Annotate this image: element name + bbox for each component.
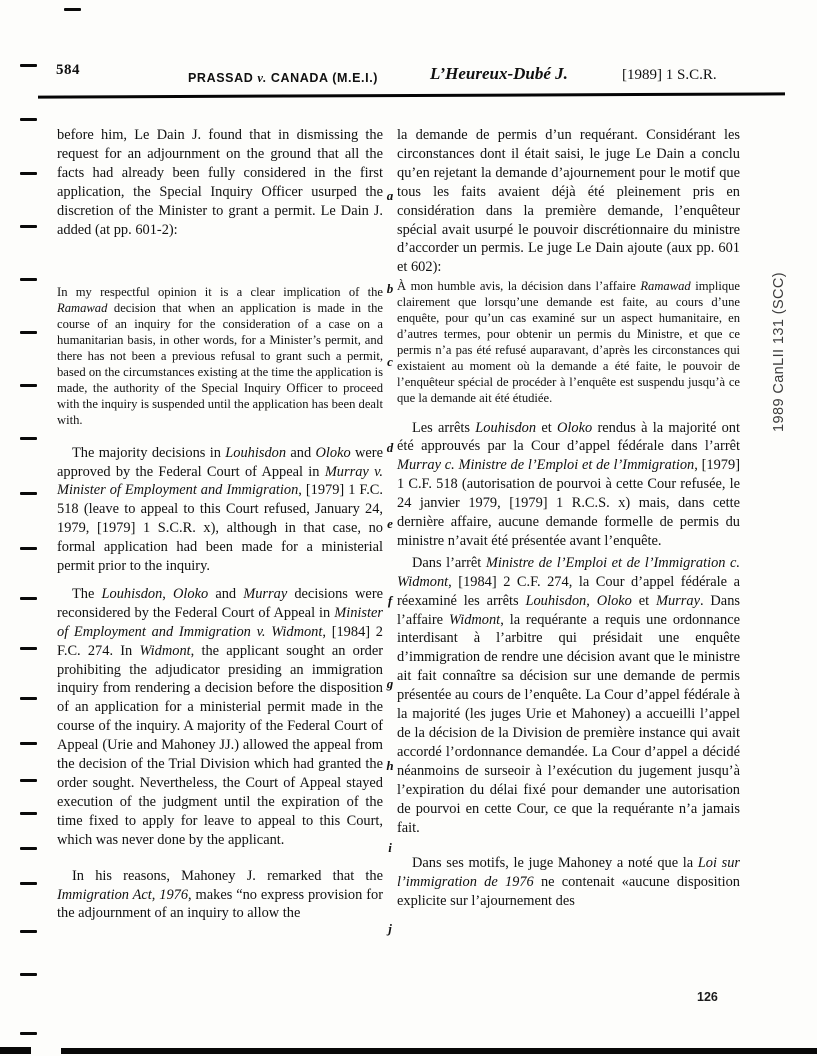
text-run: , makes “no express provision for the adjournment of an inquiry to allow the (57, 886, 383, 922)
text-run: et (631, 592, 656, 609)
english-paragraph-majority-decisions (57, 444, 383, 576)
french-paragraph-widmont (397, 554, 740, 838)
bottom-scan-bar (61, 1048, 817, 1054)
header-rule (38, 92, 785, 98)
text-run: Dans ses motifs, le juge Mahoney a noté que la (412, 855, 698, 872)
text-run: et (536, 419, 557, 436)
text-run: , (162, 585, 174, 602)
text-run: , [1979] 1 C.F. 518 (autorisation de pourvoi à cette Cour refusée, le 24 janvier 1979, [1979] 1 R.C.S. x) mais, dans cette dernière affaire, aucune demande formelle de permis du ministre n’avait été présentée avant l’enquête. (397, 457, 740, 549)
text-run: À mon humble avis, la décision dans l’affaire (397, 279, 641, 294)
text-run: Oloko (315, 444, 351, 461)
text-run: Murray (655, 592, 700, 609)
french-column (397, 126, 740, 911)
margin-tick (20, 384, 37, 387)
text-run: Murray c. Ministre de l’Emploi et de l’Immigration (397, 457, 695, 474)
text-run: ne contenait «aucune disposition explicite sur l’ajournement des (397, 874, 740, 910)
margin-letter-c: c (387, 354, 393, 369)
margin-letter-f: f (387, 593, 393, 608)
text-run: , [1979] 1 F.C. 518 (leave to appeal to this Court refused, January 24, 1979, [1979] 1 S.C.R. x), although in that case, no formal application had been made for a ministerial permit prior to the inquiry. (57, 482, 383, 575)
margin-tick (20, 647, 37, 650)
text-run: The majority decisions in (72, 444, 226, 461)
text-run: Dans l’arrêt (412, 554, 486, 571)
text-run: The (72, 585, 102, 602)
text-run: Ministre de l’Emploi et de l’Immigration c. Widmont (397, 554, 740, 590)
margin-tick (64, 8, 81, 11)
text-run: . Dans l’affaire (397, 592, 740, 628)
text-run: Oloko (596, 592, 632, 609)
margin-tick (20, 882, 37, 885)
margin-tick (20, 118, 37, 121)
margin-tick (20, 812, 37, 815)
french-paragraph-mahoney (397, 854, 740, 911)
margin-letter-b: b (386, 281, 394, 296)
text-run: and (286, 444, 316, 461)
text-run: , [1984] 2 F.C. 274. In (57, 623, 383, 659)
margin-letter-a: a (386, 188, 394, 203)
text-run: v. (257, 71, 267, 85)
text-run: Ramawad (57, 301, 108, 316)
text-run: Widmont (139, 642, 191, 659)
margin-tick (20, 697, 37, 700)
text-run: Louhisdon (101, 585, 163, 602)
text-run: Minister of Employment and Immigration v. Widmont (57, 604, 383, 640)
text-run: , la requérante a requis une ordonnance interdisant à l’arbitre qui présidait une enquête d’immigration de rendre une décision avant que le ministre ait fait connaître sa décision sur une demande de permis présentée au cours de l’enquête. La Cour d’appel fédérale à la majorité (les juges Urie et Mahoney) a accueilli l’appel de la décision de la Division de première instance qui avait accordé l’ordonnance demandée. La Cour d’appel a décidé néanmoins de surseoir à l’exécution du jugement jusqu’à l’expiration du délai fixé pour demander une autorisation de pourvoi en cette Cour, ce que la requérante n’a jamais fait. (397, 611, 740, 836)
text-run: Louhisdon (475, 419, 537, 436)
margin-letter-g: g (386, 676, 394, 691)
text-run: Les arrêts (412, 419, 476, 436)
text-run: CANADA (M.E.I.) (266, 71, 379, 85)
margin-tick (20, 1032, 37, 1035)
margin-tick (20, 779, 37, 782)
margin-letter-i: i (388, 840, 392, 855)
text-run: and (208, 585, 244, 602)
text-run: , [1984] 2 C.F. 274, la Cour d’appel fédérale a réexaminé les arrêts (397, 573, 740, 609)
text-run: la demande de permis d’un requérant. Considérant les circonstances dont il était saisi, le juge Le Dain a conclu qu’en rejetant la demande d’ajournement pour le motif que tous les faits avaient déjà été pleinement pris en considération dans la première demande, l’enquêteur spécial avait usurpé le pouvoir discrétionnaire du ministre d’accorder un permis. Le juge Le Dain ajoute (aux pp. 601 et 602): (397, 127, 740, 276)
margin-tick (20, 930, 37, 933)
margin-tick (20, 331, 37, 334)
margin-tick (20, 225, 37, 228)
margin-tick (20, 172, 37, 175)
text-run: Oloko (557, 419, 593, 436)
text-run: were approved by the Federal Court of Appeal in (57, 444, 383, 480)
text-run: In my respectful opinion it is a clear implication of the (57, 285, 383, 300)
canlii-citation-vertical: 1989 CanLII 131 (SCC) (771, 272, 787, 432)
text-run: Murray (243, 585, 288, 602)
margin-tick (20, 492, 37, 495)
english-paragraph-widmont (57, 585, 383, 850)
text-run: implique clairement que lorsqu’une demande est faite, au cours d’une enquête, pour qu’un cas examiné sur un aspect humanitaire, en d’autres termes, pour obtenir un permis du Ministre, et que ce permis n’a pas été refusé auparavant, d’après les circonstances qui existaient au moment où la demande a été faite, le pouvoir de l’enquêteur spécial de procéder à l’enquête est suspendu jusqu’à ce que la demande ait été étudiée. (397, 279, 740, 405)
text-run: PRASSAD (188, 71, 258, 85)
header-reporter-citation: [1989] 1 S.C.R. (622, 67, 717, 83)
text-run: Oloko (173, 585, 209, 602)
margin-letter-j: j (388, 921, 392, 936)
text-run: , the applicant sought an order prohibiting the adjudicator presiding an immigration inquiry from rendering a decision before the disposition of an application for a ministerial permit made in the course of the inquiry. A majority of the Federal Court of Appeal (Urie and Mahoney JJ.) allowed the appeal from the decision of the Trial Division which had granted the order sought. Nevertheless, the Court of Appeal stayed execution of the judgment until the expiration of the time fixed to apply for leave to appeal to this Court, which was never done by the applicant. (57, 642, 384, 848)
margin-letter-h: h (386, 758, 394, 773)
english-block-quote (57, 285, 383, 428)
text-run: Immigration Act, 1976 (57, 886, 189, 903)
text-run: rendus à la majorité ont été approuvés par la Cour d’appel fédérale dans l’arrêt (397, 419, 740, 455)
english-column (57, 126, 383, 923)
french-paragraph-les-arrets (397, 419, 740, 551)
text-run: Louhisdon (225, 444, 287, 461)
text-run: before him, Le Dain J. found that in dismissing the request for an adjournment on the ground that all the facts had already been fully considered in the first application, the Special Inquiry Officer usurped the discretion of the Minister to grant a permit. Le Dain J. added (at pp. 601-2): (57, 127, 383, 238)
english-paragraph-continuation (57, 126, 383, 239)
french-block-quote (397, 279, 740, 406)
text-run: Ramawad (640, 279, 691, 294)
text-run: decisions were reconsidered by the Federal Court of Appeal in (57, 585, 383, 621)
margin-tick (20, 64, 37, 67)
margin-letter-e: e (387, 516, 393, 531)
margin-letter-d: d (386, 440, 394, 455)
margin-tick (20, 547, 37, 550)
header-judge-name: L’Heureux-Dubé J. (430, 64, 568, 83)
footer-page-number: 126 (697, 990, 718, 1004)
margin-tick (20, 597, 37, 600)
bottom-scan-bar-stub (0, 1047, 31, 1054)
text-run: Louhisdon (525, 592, 587, 609)
text-run: Widmont (449, 611, 501, 628)
margin-tick (20, 973, 37, 976)
header-case-title (188, 71, 378, 86)
margin-tick (20, 437, 37, 440)
text-run: Murray v. Minister of Employment and Immigration (57, 463, 383, 499)
margin-tick (20, 278, 37, 281)
text-run: , (586, 592, 597, 609)
english-paragraph-mahoney (57, 867, 383, 924)
margin-tick (20, 847, 37, 850)
text-run: In his reasons, Mahoney J. remarked that the (72, 867, 383, 884)
margin-tick (20, 742, 37, 745)
text-run: decision that when an application is made in the course of an inquiry for the consideration of a case on a humanitarian basis, in other words, for a Minister’s permit, and there has not been a previous refusal to grant such a permit, based on the circumstances existing at the time the application is made, the authority of the Special Inquiry Officer to proceed with the inquiry is suspended until the application has been dealt with. (57, 301, 383, 427)
text-run: Loi sur l’immigration de 1976 (397, 855, 740, 891)
french-paragraph-continuation (397, 126, 740, 277)
header-page-number: 584 (56, 62, 80, 78)
